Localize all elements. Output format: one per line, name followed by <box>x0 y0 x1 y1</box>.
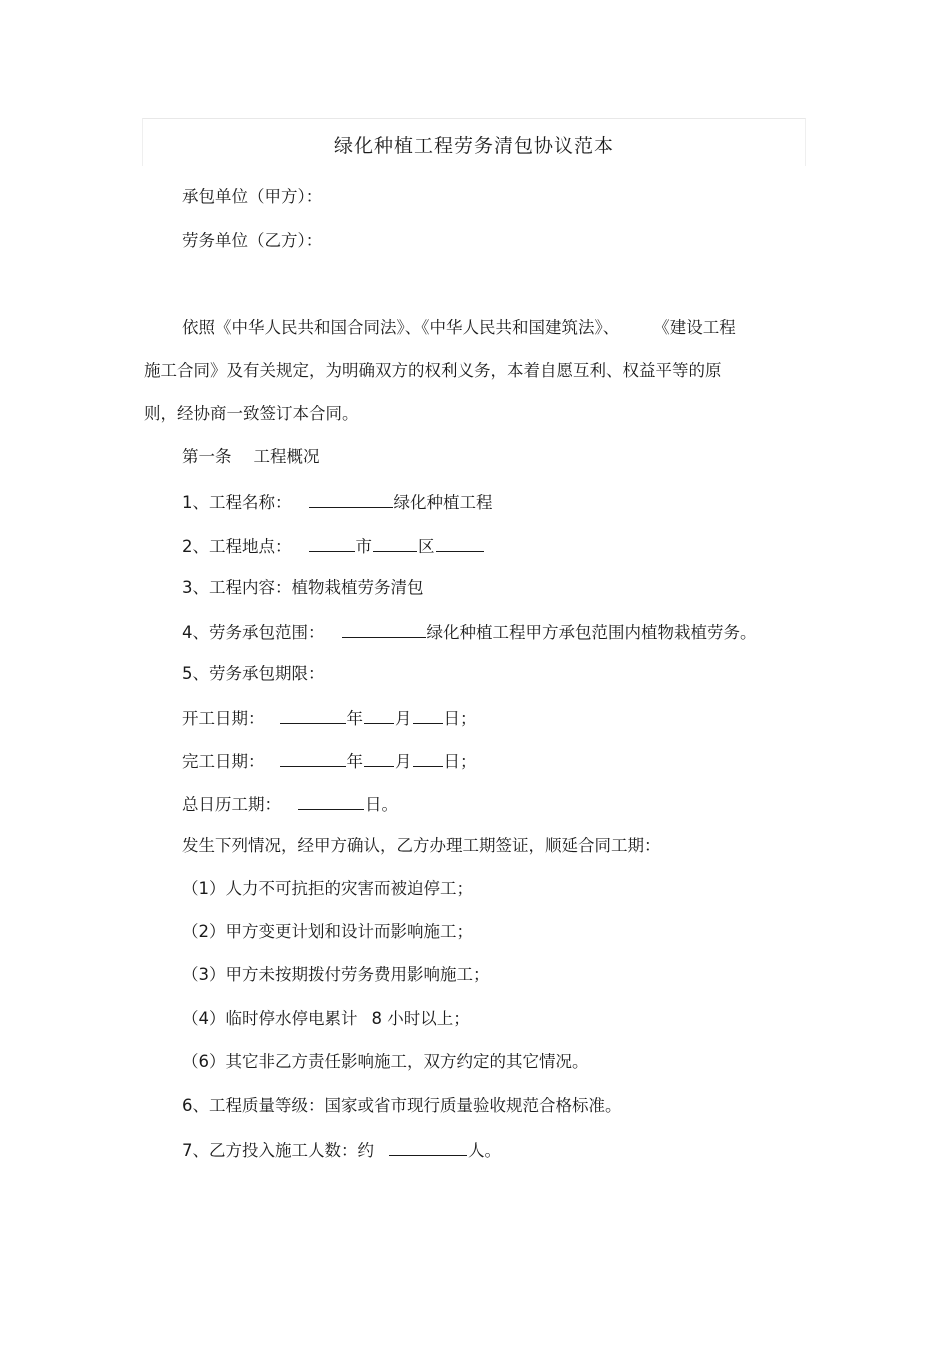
extension-condition-2: （2）甲方变更计划和设计而影响施工； <box>182 922 473 941</box>
extension-intro: 发生下列情况，经甲方确认，乙方办理工期签证，顺延合同工期： <box>182 836 661 855</box>
condition-4-hours: 8 小时以上； <box>371 1009 470 1028</box>
condition-4-text: （4）临时停水停电累计 <box>182 1009 358 1028</box>
start-day-unit: 日； <box>443 709 477 728</box>
start-date-label: 开工日期： <box>182 709 265 728</box>
item-labor-scope <box>182 620 757 644</box>
location-city-blank[interactable] <box>309 534 355 552</box>
end-month-blank[interactable] <box>364 749 394 767</box>
total-days-line <box>182 792 398 816</box>
preamble-line-1-text: 依照《中华人民共和国合同法》、《中华人民共和国建筑法》、 <box>182 318 620 337</box>
project-name-label: 1、工程名称： <box>182 493 292 512</box>
preamble-line-3: 则，经协商一致签订本合同。 <box>144 404 359 423</box>
preamble-line-1-tail: 《建设工程 <box>653 318 736 337</box>
item-worker-count <box>182 1138 501 1162</box>
end-date-line <box>182 749 477 773</box>
start-year-unit: 年 <box>346 709 363 728</box>
worker-count-label: 7、乙方投入施工人数：约 <box>182 1141 374 1160</box>
location-district: 区 <box>418 537 435 556</box>
end-year-blank[interactable] <box>280 749 346 767</box>
item-labor-period: 5、劳务承包期限： <box>182 664 325 683</box>
start-date-line <box>182 706 477 730</box>
end-month-unit: 月 <box>395 752 412 771</box>
end-day-blank[interactable] <box>413 749 443 767</box>
end-date-label: 完工日期： <box>182 752 265 771</box>
location-detail-blank[interactable] <box>436 534 484 552</box>
scope-blank[interactable] <box>342 620 426 638</box>
end-year-unit: 年 <box>346 752 363 771</box>
title-frame <box>142 118 806 166</box>
scope-suffix: 绿化种植工程甲方承包范围内植物栽植劳务。 <box>426 623 757 642</box>
worker-count-suffix: 人。 <box>468 1141 501 1160</box>
article-title: 工程概况 <box>253 447 320 466</box>
article-number: 第一条 <box>182 447 232 466</box>
scope-label: 4、劳务承包范围： <box>182 623 325 642</box>
start-year-blank[interactable] <box>280 706 346 724</box>
item-project-content: 3、工程内容：植物栽植劳务清包 <box>182 578 424 597</box>
document-title: 绿化种植工程劳务清包协议范本 <box>333 135 614 157</box>
party-b-line: 劳务单位（乙方）： <box>182 231 323 250</box>
item-quality-grade: 6、工程质量等级：国家或省市现行质量验收规范合格标准。 <box>182 1096 622 1115</box>
total-days-blank[interactable] <box>298 792 364 810</box>
location-label: 2、工程地点： <box>182 537 292 556</box>
project-name-blank[interactable] <box>309 490 393 508</box>
total-days-label: 总日历工期： <box>182 795 281 814</box>
project-name-suffix: 绿化种植工程 <box>393 493 493 512</box>
item-project-name <box>182 490 493 514</box>
worker-count-blank[interactable] <box>389 1138 467 1156</box>
preamble-line-1 <box>182 317 736 339</box>
party-a-line: 承包单位（甲方）： <box>182 187 323 206</box>
extension-condition-6: （6）其它非乙方责任影响施工，双方约定的其它情况。 <box>182 1052 589 1071</box>
article-1-heading <box>182 446 320 468</box>
extension-condition-3: （3）甲方未按期拨付劳务费用影响施工； <box>182 965 490 984</box>
total-days-suffix: 日。 <box>365 795 398 814</box>
extension-condition-1: （1）人力不可抗拒的灾害而被迫停工； <box>182 879 473 898</box>
item-project-location <box>182 534 485 558</box>
location-city: 市 <box>355 537 372 556</box>
start-month-blank[interactable] <box>364 706 394 724</box>
location-district-blank[interactable] <box>373 534 417 552</box>
start-day-blank[interactable] <box>413 706 443 724</box>
end-day-unit: 日； <box>443 752 477 771</box>
preamble-line-2: 施工合同》及有关规定，为明确双方的权利义务，本着自愿互利、权益平等的原 <box>144 361 722 380</box>
extension-condition-4 <box>182 1008 470 1030</box>
start-month-unit: 月 <box>395 709 412 728</box>
